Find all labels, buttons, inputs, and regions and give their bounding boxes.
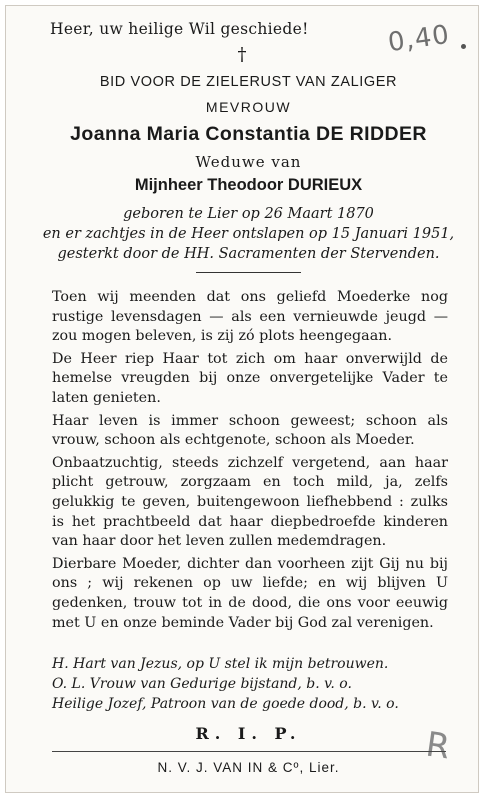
paragraph: Dierbare Moeder, dichter dan voorheen zijt Gij nu bij ons ; wij rekenen op uw liefde; en wij blijven U gedenken, trouw tot in de dood, die ons voor eeuwig met U en onze beminde Vader bij God zal verenigen.	[52, 555, 448, 631]
prayer-line: Heilige Jozef, Patroon van de goede dood, b. v. o.	[52, 696, 399, 712]
paragraph: De Heer riep Haar tot zich om haar onverwijld de hemelse vreugden bij onze onvergetelijke Vader te laten genieten.	[52, 350, 448, 406]
invocation-line: Heer, uw heilige Wil geschiede!	[50, 20, 309, 38]
sacraments-line: gesterkt door de HH. Sacramenten der Stervenden.	[57, 246, 440, 262]
memorial-text	[52, 288, 448, 636]
printer-credit: N. V. J. VAN IN & Cº, Lier.	[157, 760, 340, 775]
prayer-for-heading: BID VOOR DE ZIELERUST VAN ZALIGER	[99, 74, 398, 90]
title-mevrouw: MEVROUW	[205, 99, 292, 115]
birth-line: geboren te Lier op 26 Maart 1870	[123, 206, 374, 222]
memorial-card	[5, 5, 479, 793]
cross-icon: †	[237, 44, 247, 65]
paragraph: Haar leven is immer schoon geweest; schoon als vrouw, schoon als echtgenote, schoon als Moeder.	[52, 412, 448, 449]
prayer-line: O. L. Vrouw van Gedurige bijstand, b. v. o.	[52, 676, 352, 692]
death-line: en er zachtjes in de Heer ontslapen op 15 Januari 1951,	[42, 226, 455, 242]
husband-name: Mijnheer Theodoor DURIEUX	[134, 176, 363, 194]
handwritten-mark: R	[423, 724, 453, 768]
prayers-list	[52, 654, 452, 714]
prayer-line: H. Hart van Jezus, op U stel ik mijn betrouwen.	[52, 656, 389, 672]
deceased-name: Joanna Maria Constantia DE RIDDER	[70, 123, 427, 145]
pencil-price-note: 0,40	[386, 19, 452, 59]
widow-of-label: Weduwe van	[195, 153, 302, 171]
footer-divider	[52, 751, 446, 752]
divider	[196, 272, 301, 273]
rip-line: R. I. P.	[195, 724, 302, 743]
paragraph: Toen wij meenden dat ons geliefd Moederke nog rustige levensdagen — als een vernieuwde jeugd — zou mogen beleven, is zij zó plots heengegaan.	[52, 289, 448, 345]
paragraph: Onbaatzuchtig, steeds zichzelf vergetend, aan haar plicht getrouw, zorgzaam en toch mild, ja, zelfs gelukkig te geven, buitengewoon liefhebbend : zulks is het prachtbeeld dat haar diepbedroefde kinderen van haar door het leven zullen medemdragen.	[52, 454, 448, 550]
